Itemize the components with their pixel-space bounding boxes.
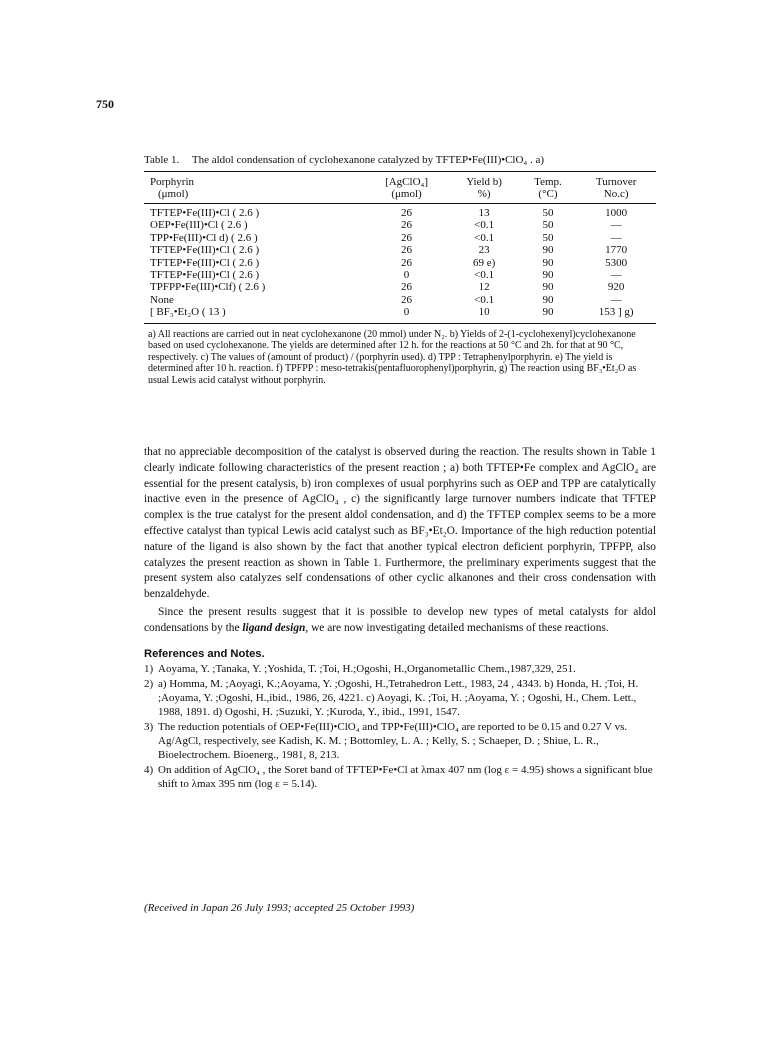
reference-text: Aoyama, Y. ;Tanaka, Y. ;Yoshida, T. ;Toi, H.;Ogoshi, H.,Organometallic Chem.,1987,329, 251. bbox=[158, 662, 576, 675]
table-row bbox=[144, 257, 656, 269]
cell-agclo4: 26 bbox=[401, 231, 413, 244]
cell-temp: 90 bbox=[542, 269, 554, 282]
header-temp: Temp. bbox=[520, 172, 577, 189]
cell-agclo4: 26 bbox=[401, 244, 413, 257]
table-row bbox=[144, 306, 656, 323]
main-text bbox=[144, 445, 656, 792]
header-yield-unit: %) bbox=[449, 188, 520, 204]
cell-agclo4: 26 bbox=[401, 281, 413, 294]
conclusion-text-end: , we are now investigating detailed mechanisms of these reactions. bbox=[305, 621, 609, 634]
cell-agclo4: 26 bbox=[401, 207, 413, 219]
reference-text: The reduction potentials of OEP•Fe(III)•ClO₄ and TPP•Fe(III)•ClO₄ are reported to be 0.15 and 0.27 V vs. Ag/AgCl, respectively, see Kadish, K. M. ; Bottomley, L. A. ; Kelly, S. ; Schaeper, D. ; Shiue, L. R., Bioelectrochem. Bioenerg., 1981, 8, 213. bbox=[158, 720, 628, 761]
ligand-design-emphasis: ligand design bbox=[242, 621, 306, 634]
table-caption bbox=[144, 154, 656, 166]
cell-turnover: 1770 bbox=[605, 244, 628, 257]
header-porphyrin-unit: (μmol) bbox=[144, 188, 365, 204]
table-row bbox=[144, 269, 656, 281]
cell-yield: 23 bbox=[478, 244, 490, 257]
table-row bbox=[144, 294, 656, 306]
table-row bbox=[144, 244, 656, 256]
received-date: (Received in Japan 26 July 1993; accepted 25 October 1993) bbox=[144, 902, 415, 914]
cell-yield: 13 bbox=[478, 207, 490, 219]
reference-text: a) Homma, M. ;Aoyagi, K.;Aoyama, Y. ;Ogoshi, H.,Tetrahedron Lett., 1983, 24 , 4343. b) Honda, H. ;Toi, H. ;Aoyama, Y. ;Ogoshi, H.,ibid., 1986, 26, 4221. c) Aoyagi, K. ;Toi, H. ;Aoyama, Y. ; Ogoshi, H., Chem. Lett., 1988, 1891. d) Ogoshi, H. ;Suzuki, Y. ;Kuroda, Y., ibid., 1991, 1547. bbox=[158, 677, 639, 718]
cell-turnover: 153 ] g) bbox=[576, 306, 656, 323]
header-agclo4: [AgClO₄] bbox=[365, 172, 449, 189]
cell-porphyrin: TFTEP•Fe(III)•Cl ( 2.6 ) bbox=[150, 269, 260, 282]
cell-porphyrin: TPP•Fe(III)•Cl d) ( 2.6 ) bbox=[150, 231, 258, 244]
page-number: 750 bbox=[96, 97, 114, 111]
reference-number: 1) bbox=[144, 662, 154, 675]
table-footnotes: a) All reactions are carried out in neat cyclohexanone (20 mmol) under N₂. b) Yields of 2-(1-cyclohexenyl)cyclohexanone based on used cyclohexanone. The yields are determined after 12 h. for the reactions at 50 °C and 2h. for that at 90 °C, respectively. c) The values of (amount of product) / (porphyrin used). d) TPP : Tetraphenylporphyrin. e) The yield is determined after 10 h. reaction. f) TPFPP : meso-tetrakis(pentafluorophenyl)porphyrin, g) The reaction using BF₃•Et₂O as usual Lewis acid catalyst without porphyrin. bbox=[148, 328, 637, 387]
paragraph-results: that no appreciable decomposition of the catalyst is observed during the reaction. The results shown in Table 1 clearly indicate following characteristics of the present reaction ; a) both TFTEP•Fe complex and AgClO₄ are essential for the present catalysis, b) iron complexes of usual porphyrins such as OEP and TPP are catalytically inactive even in the presence of AgClO₄ , c) the significantly large turnover numbers indicate that TFTEP complex is the true catalyst for the present aldol condensation, and d) the TFTEP complex seems to be a more effective catalyst than typical Lewis acid catalyst such as BF₃•Et₂O. Importance of the high reduction potential nature of the ligand is also shown by the fact that another typical electron deficient porphyrin, TPFPP, also catalyzes the present reaction as shown in Table 1. Furthermore, the preliminary experiments suggest that the present system also catalyzes self condensations of other cyclic alkanones and their cross condensation with benzaldehyde. bbox=[144, 446, 656, 601]
table-caption-text: The aldol condensation of cyclohexanone catalyzed by TFTEP•Fe(III)•ClO₄ . a) bbox=[191, 154, 545, 166]
cell-agclo4: 26 bbox=[401, 219, 413, 232]
header-turnover: Turnover bbox=[576, 172, 656, 189]
references-section bbox=[144, 646, 656, 791]
cell-yield: <0.1 bbox=[474, 231, 495, 244]
cell-temp: 90 bbox=[542, 256, 554, 269]
references-heading: References and Notes. bbox=[144, 647, 265, 660]
cell-agclo4: 26 bbox=[401, 256, 413, 269]
cell-yield: 12 bbox=[478, 281, 490, 294]
table-row bbox=[144, 204, 656, 220]
cell-temp: 90 bbox=[542, 281, 554, 294]
paragraph-conclusion bbox=[144, 605, 656, 637]
data-table bbox=[144, 171, 656, 324]
cell-porphyrin: OEP•Fe(III)•Cl ( 2.6 ) bbox=[150, 219, 248, 232]
cell-turnover: 1000 bbox=[605, 207, 628, 219]
reference-item bbox=[144, 720, 656, 762]
reference-item bbox=[144, 763, 656, 791]
header-temp-unit: (°C) bbox=[520, 188, 577, 204]
table-row bbox=[144, 219, 656, 231]
cell-yield: <0.1 bbox=[474, 269, 495, 282]
reference-item bbox=[144, 662, 656, 676]
reference-text: On addition of AgClO₄ , the Soret band of TFTEP•Fe•Cl at λmax 407 nm (log ε = 4.95) shows a significant blue shift to λmax 395 nm (log ε = 5.14). bbox=[158, 763, 653, 790]
cell-turnover: — bbox=[610, 219, 622, 232]
cell-yield: <0.1 bbox=[474, 219, 495, 232]
reference-number: 3) bbox=[144, 720, 154, 733]
cell-yield: 69 e) bbox=[472, 256, 496, 269]
cell-temp: 90 bbox=[542, 244, 554, 257]
cell-temp: 90 bbox=[520, 306, 577, 323]
reference-number: 4) bbox=[144, 763, 154, 776]
header-turnover-unit: No.c) bbox=[576, 188, 656, 204]
cell-porphyrin: TFTEP•Fe(III)•Cl ( 2.6 ) bbox=[150, 207, 260, 219]
table-caption-number: Table 1. bbox=[144, 154, 180, 166]
cell-temp: 50 bbox=[542, 219, 554, 232]
cell-agclo4: 26 bbox=[401, 293, 413, 306]
cell-turnover: — bbox=[610, 269, 622, 282]
cell-temp: 90 bbox=[542, 293, 554, 306]
cell-porphyrin: [ BF₃•Et₂O ( 13 ) bbox=[144, 306, 365, 323]
cell-porphyrin: TPFPP•Fe(III)•Clf) ( 2.6 ) bbox=[150, 281, 266, 294]
cell-yield: <0.1 bbox=[474, 293, 495, 306]
cell-turnover: 5300 bbox=[605, 256, 628, 269]
cell-porphyrin: None bbox=[150, 293, 174, 306]
cell-agclo4: 0 bbox=[403, 269, 410, 282]
cell-turnover: — bbox=[610, 231, 622, 244]
cell-temp: 50 bbox=[542, 207, 554, 219]
cell-porphyrin: TFTEP•Fe(III)•Cl ( 2.6 ) bbox=[150, 256, 260, 269]
reference-item bbox=[144, 677, 656, 719]
table-row bbox=[144, 232, 656, 244]
header-yield: Yield b) bbox=[449, 172, 520, 189]
cell-turnover: — bbox=[610, 293, 622, 306]
reference-number: 2) bbox=[144, 677, 154, 690]
cell-porphyrin: TFTEP•Fe(III)•Cl ( 2.6 ) bbox=[150, 244, 260, 257]
header-porphyrin: Porphyrin bbox=[144, 172, 365, 189]
header-agclo4-unit: (μmol) bbox=[365, 188, 449, 204]
conclusion-text-start: Since the present results suggest that it is possible to develop new types of metal catalysts for aldol condensations by the bbox=[144, 605, 656, 634]
cell-turnover: 920 bbox=[607, 281, 625, 294]
table-1 bbox=[144, 154, 656, 387]
cell-temp: 50 bbox=[542, 231, 554, 244]
cell-agclo4: 0 bbox=[365, 306, 449, 323]
table-row bbox=[144, 281, 656, 293]
cell-yield: 10 bbox=[449, 306, 520, 323]
